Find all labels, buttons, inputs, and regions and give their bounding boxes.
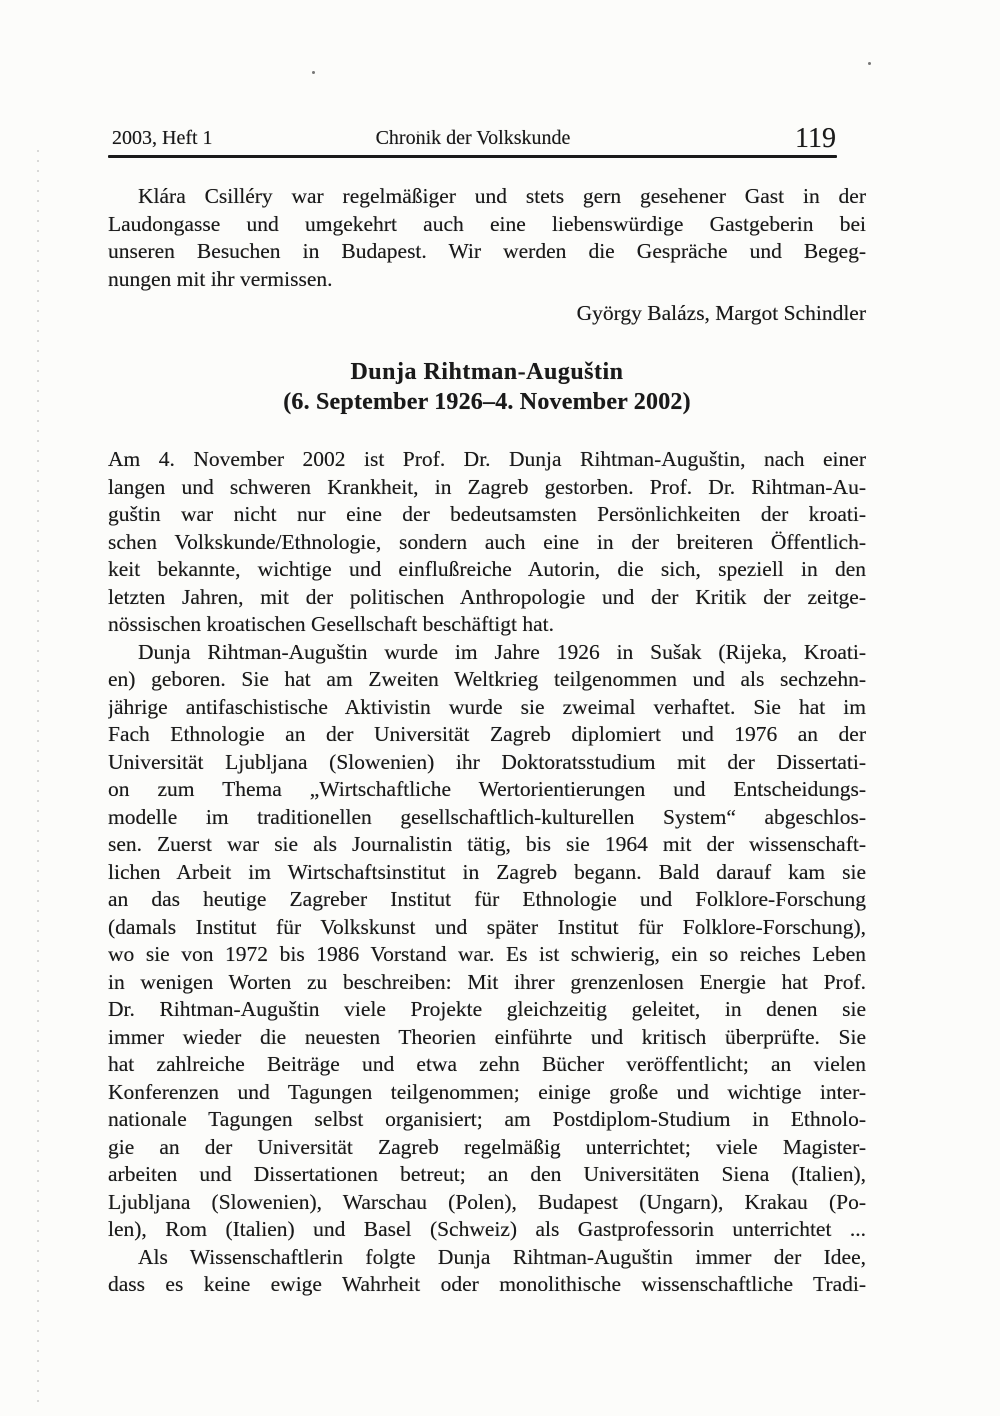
obituary-dates: (6. September 1926–4. November 2002)	[283, 389, 691, 415]
obituary-paragraph	[108, 446, 866, 639]
obituary-title: Dunja Rihtman-Auguštin	[350, 359, 624, 385]
text-line: Klára Csilléry war regelmäßiger und stets gern gesehener Gast in der	[138, 184, 866, 208]
text-line: Universität Ljubljana (Slowenien) ihr Doktoratsstudium mit der Dissertati-	[108, 749, 866, 774]
text-line: in wenigen Worten zu beschreiben: Mit ihrer grenzenlosen Energie hat Prof.	[108, 969, 866, 994]
scan-speck	[312, 71, 315, 74]
header-rule	[108, 155, 837, 158]
journal-issue: 2003, Heft 1	[112, 127, 213, 149]
text-line: keit bekannte, wichtige und einflußreiche Autorin, die sich, speziell in den	[108, 557, 866, 581]
obituary-paragraph	[108, 183, 866, 293]
text-line: langen und schweren Krankheit, in Zagreb gestorben. Prof. Dr. Rihtman-Au-	[108, 474, 866, 499]
text-line: lichen Arbeit im Wirtschaftsinstitut in Zagreb begann. Bald darauf kam sie	[108, 859, 866, 884]
previous-obituary-closing-paragraph	[108, 183, 866, 293]
text-line: Fach Ethnologie an der Universität Zagreb diplomiert und 1976 an der	[108, 722, 866, 746]
text-line: Ljubljana (Slowenien), Warschau (Polen), Budapest (Ungarn), Krakau (Po-	[108, 1189, 866, 1214]
scan-speck	[868, 62, 871, 65]
text-line: (damals Institut für Volkskunst und später Institut für Folklore-Forschung),	[108, 914, 866, 939]
text-line: unseren Besuchen in Budapest. Wir werden die Gespräche und Begeg-	[108, 239, 866, 263]
obituary-paragraph	[108, 639, 866, 1244]
obituary-paragraph	[108, 1244, 866, 1299]
text-line: modelle im traditionellen gesellschaftlich-kulturellen System“ abgeschlos-	[108, 804, 866, 829]
scan-artifact-dotted-line	[37, 150, 39, 1410]
text-line: an das heutige Zagreber Institut für Ethnologie und Folklore-Forschung	[108, 887, 866, 911]
text-line: nössischen kroatischen Gesellschaft beschäftigt hat.	[108, 612, 554, 636]
text-line: Am 4. November 2002 ist Prof. Dr. Dunja Rihtman-Auguštin, nach einer	[108, 447, 866, 471]
text-line: Konferenzen und Tagungen teilgenommen; einige große und wichtige inter-	[108, 1079, 866, 1104]
text-line: Dr. Rihtman-Auguštin viele Projekte gleichzeitig geleitet, in denen sie	[108, 997, 866, 1021]
text-line: hat zahlreiche Beiträge und etwa zehn Bücher veröffentlicht; an vielen	[108, 1052, 866, 1076]
text-line: len), Rom (Italien) und Basel (Schweiz) als Gastprofessorin unterrichtet ...	[108, 1217, 866, 1241]
page-number: 119	[795, 123, 836, 154]
obituary-body	[108, 446, 866, 1299]
page-header	[108, 121, 838, 154]
journal-title: Chronik der Volkskunde	[375, 127, 571, 149]
text-line: sen. Zuerst war sie als Journalistin tätig, bis sie 1964 mit der wissenschaft-	[108, 832, 866, 856]
text-line: nationale Tagungen selbst organisiert; am Postdiplom-Studium in Ethnolo-	[108, 1107, 866, 1131]
text-line: immer wieder die neuesten Theorien einführte und kritisch überprüfte. Sie	[108, 1024, 866, 1049]
signature-line: György Balázs, Margot Schindler	[576, 301, 866, 325]
text-line: nungen mit ihr vermissen.	[108, 266, 333, 291]
text-line: arbeiten und Dissertationen betreut; an den Universitäten Siena (Italien),	[108, 1162, 866, 1186]
text-line: gie an der Universität Zagreb regelmäßig unterrichtet; viele Magister-	[108, 1134, 866, 1159]
text-line: schen Volkskunde/Ethnologie, sondern auch eine in der breiteren Öffentlich-	[108, 529, 866, 554]
obituary-title-block	[108, 357, 866, 417]
text-line: jährige antifaschistische Aktivistin wurde sie zweimal verhaftet. Sie hat im	[108, 694, 866, 719]
text-line: en) geboren. Sie hat am Zweiten Weltkrieg teilgenommen und als sechzehn-	[108, 667, 866, 691]
text-line: Als Wissenschaftlerin folgte Dunja Rihtman-Auguštin immer der Idee,	[138, 1244, 866, 1269]
text-line: wo sie von 1972 bis 1986 Vorstand war. Es ist schwierig, ein so reiches Leben	[108, 942, 866, 966]
text-line: guštin war nicht nur eine der bedeutsamsten Persönlichkeiten der kroati-	[108, 502, 866, 526]
text-line: letzten Jahren, mit der politischen Anthropologie und der Kritik der zeitge-	[108, 584, 866, 609]
text-line: Laudongasse und umgekehrt auch eine liebenswürdige Gastgeberin bei	[108, 211, 866, 236]
text-line: on zum Thema „Wirtschaftliche Wertorientierungen und Entscheidungs-	[108, 777, 866, 801]
text-line: Dunja Rihtman-Auguštin wurde im Jahre 1926 in Sušak (Rijeka, Kroati-	[138, 639, 866, 664]
text-line: dass es keine ewige Wahrheit oder monolithische wissenschaftliche Tradi-	[108, 1272, 866, 1296]
